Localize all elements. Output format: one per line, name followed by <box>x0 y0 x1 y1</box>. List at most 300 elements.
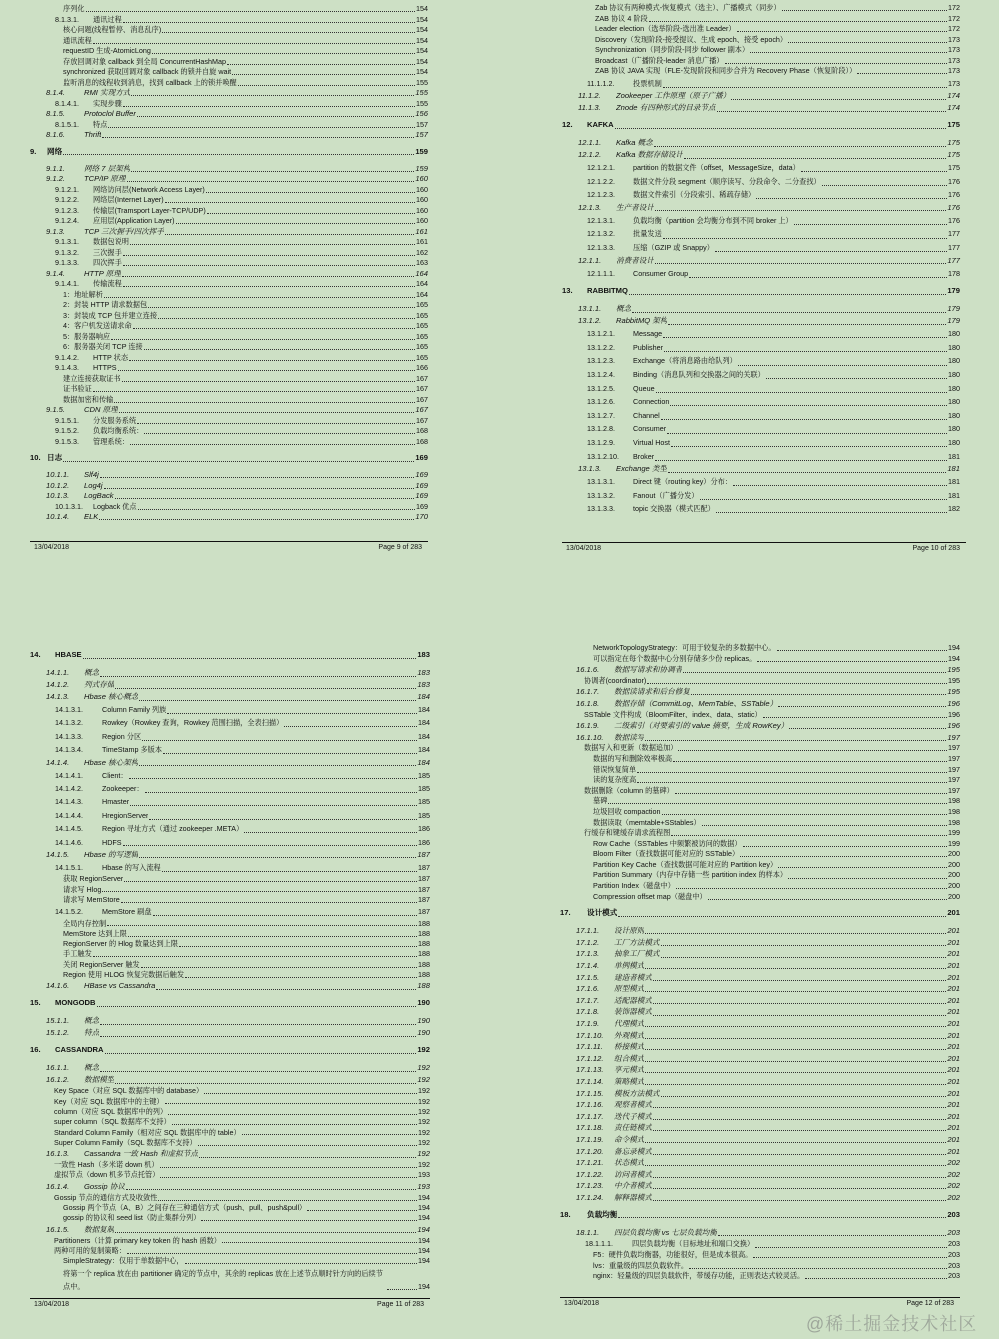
toc-entry[interactable] <box>562 14 960 25</box>
toc-entry[interactable] <box>30 809 430 822</box>
toc-entry[interactable] <box>30 311 428 322</box>
toc-entry-title: 数据加密和传输 <box>63 394 114 404</box>
dot-leader <box>102 137 414 138</box>
toc-entry[interactable] <box>30 649 430 661</box>
toc-entry[interactable] <box>562 502 960 516</box>
toc-entry-number: 17.1.14. <box>576 1076 604 1086</box>
toc-entry-title: 消费者设计 <box>616 255 654 265</box>
toc-entry[interactable] <box>560 1157 960 1169</box>
dot-leader <box>671 446 947 447</box>
toc-entry-number: 9.1.5.2. <box>55 426 79 435</box>
toc-entry-number: 9.1.2.3. <box>55 205 79 215</box>
toc-entry[interactable] <box>30 300 428 311</box>
toc-entry[interactable] <box>30 109 428 120</box>
dot-leader <box>156 989 416 990</box>
toc-entry[interactable] <box>30 1027 430 1039</box>
toc-entry[interactable] <box>30 290 428 301</box>
toc-entry-page-number: 192 <box>418 1127 430 1137</box>
toc-entry[interactable] <box>562 202 960 214</box>
toc-entry[interactable] <box>562 35 960 46</box>
toc-entry-title: Exchange（将消息路由给队列） <box>633 356 737 366</box>
toc-entry[interactable] <box>560 1238 960 1250</box>
toc-entry[interactable] <box>562 395 960 409</box>
toc-entry-page-number: 173 <box>948 78 960 88</box>
toc-entry-page-number: 181 <box>947 464 960 474</box>
toc-entry[interactable] <box>30 885 430 895</box>
toc-entry[interactable] <box>30 1160 430 1170</box>
toc-entry[interactable] <box>30 679 430 691</box>
toc-entry[interactable] <box>560 732 960 744</box>
toc-entry[interactable] <box>30 481 428 492</box>
toc-entry[interactable] <box>30 949 430 959</box>
toc-entry[interactable] <box>562 422 960 436</box>
toc-entry-page-number: 167 <box>415 405 428 414</box>
toc-entry-number: 14.1.3.3. <box>55 731 83 741</box>
dot-leader <box>102 891 417 892</box>
toc-entry-title: 数据读取（memtable+SStables） <box>593 817 701 827</box>
toc-entry[interactable] <box>560 654 960 665</box>
toc-entry[interactable] <box>562 77 960 91</box>
toc-entry[interactable] <box>30 25 428 36</box>
toc-entry[interactable] <box>30 36 428 47</box>
toc-entry-page-number: 181 <box>948 451 960 461</box>
toc-entry[interactable] <box>30 703 430 716</box>
dot-leader <box>165 202 415 203</box>
toc-entry-number: 14.1.6. <box>46 981 70 991</box>
toc-entry[interactable] <box>30 919 430 929</box>
toc-entry-number: 9.1.3. <box>46 226 65 236</box>
toc-entry[interactable] <box>560 1064 960 1076</box>
toc-entry-title: 1：地址解析 <box>63 289 103 299</box>
toc-entry[interactable] <box>30 1203 430 1213</box>
toc-entry[interactable] <box>560 796 960 807</box>
toc-entry-number: 16.1.5. <box>46 1224 70 1234</box>
toc-entry-number: 8.1.4.1. <box>55 98 79 108</box>
toc-entry-number: 16.1.7. <box>576 687 600 697</box>
toc-entry[interactable] <box>560 1041 960 1053</box>
toc-entry[interactable] <box>30 452 428 464</box>
toc-entry[interactable] <box>562 66 960 77</box>
toc-entry-title: Rowkey（Rowkey 查询，Rowkey 范围扫描，全表扫描） <box>102 718 284 728</box>
toc-entry[interactable] <box>30 78 428 89</box>
toc-entry[interactable] <box>560 937 960 949</box>
toc-entry[interactable] <box>30 1267 430 1293</box>
toc-entry[interactable] <box>560 849 960 860</box>
toc-entry[interactable] <box>560 710 960 721</box>
toc-entry-number: 15.1.2. <box>46 1028 70 1038</box>
toc-entry[interactable] <box>562 119 960 131</box>
toc-entry-title: Kafka 数据存储设计 <box>616 150 684 160</box>
toc-entry[interactable] <box>30 960 430 970</box>
toc-entry[interactable] <box>560 960 960 972</box>
toc-entry-page-number: 201 <box>947 1100 960 1110</box>
toc-entry[interactable] <box>560 807 960 818</box>
toc-entry[interactable] <box>562 255 960 267</box>
toc-entry[interactable] <box>560 720 960 732</box>
toc-entry[interactable] <box>562 285 960 297</box>
toc-entry[interactable] <box>30 1128 430 1138</box>
toc-entry[interactable] <box>30 822 430 835</box>
dot-leader <box>653 1200 946 1201</box>
toc-entry[interactable] <box>30 874 430 884</box>
toc-entry[interactable] <box>30 1117 430 1127</box>
toc-entry[interactable] <box>30 502 428 513</box>
toc-entry[interactable] <box>30 757 430 769</box>
dot-leader <box>105 1053 417 1054</box>
toc-entry[interactable] <box>562 161 960 175</box>
toc-entry-page-number: 199 <box>948 838 960 848</box>
toc-entry[interactable] <box>562 303 960 315</box>
dot-leader <box>671 835 947 836</box>
toc-entry-page-number: 176 <box>948 176 960 186</box>
toc-entry-number: 13.1.3.3. <box>587 504 615 514</box>
toc-entry[interactable] <box>30 895 430 905</box>
toc-entry-page-number: 172 <box>948 13 960 23</box>
toc-entry[interactable] <box>30 997 430 1009</box>
toc-entry[interactable] <box>560 1099 960 1111</box>
toc-entry[interactable] <box>30 491 428 502</box>
toc-entry-number: 8.1.6. <box>46 130 65 139</box>
toc-entry-title: 全局内存控制 <box>63 918 107 928</box>
toc-entry[interactable] <box>562 45 960 56</box>
toc-entry[interactable] <box>560 995 960 1007</box>
toc-entry[interactable] <box>30 970 430 980</box>
toc-entry[interactable] <box>30 1015 430 1027</box>
toc-entry[interactable] <box>30 164 428 175</box>
toc-entry[interactable] <box>562 90 960 102</box>
toc-entry[interactable] <box>560 972 960 984</box>
toc-entry[interactable] <box>562 409 960 423</box>
toc-entry[interactable] <box>30 1170 430 1180</box>
toc-entry[interactable] <box>30 120 428 131</box>
toc-entry[interactable] <box>30 667 430 679</box>
toc-entry[interactable] <box>560 775 960 786</box>
toc-entry[interactable] <box>560 1111 960 1123</box>
toc-entry[interactable] <box>30 57 428 68</box>
toc-entry[interactable] <box>30 4 428 15</box>
toc-entry[interactable] <box>560 881 960 892</box>
toc-entry-title: 中介者模式 <box>614 1181 652 1191</box>
toc-entry[interactable] <box>30 405 428 416</box>
dot-leader <box>158 1200 417 1201</box>
toc-entry[interactable] <box>30 691 430 703</box>
toc-entry[interactable] <box>30 174 428 185</box>
toc-entry-page-number: 194 <box>418 1281 430 1291</box>
toc-entry[interactable] <box>30 743 430 756</box>
toc-entry[interactable] <box>562 368 960 382</box>
dot-leader <box>756 198 947 199</box>
dot-leader <box>670 405 947 406</box>
toc-entry-title: 网络层(Internet Layer) <box>93 195 164 204</box>
toc-entry[interactable] <box>560 1250 960 1261</box>
toc-entry-title: CDN 原理 <box>84 405 118 414</box>
toc-entry[interactable] <box>560 948 960 960</box>
toc-entry-title: ZAB 协议 4 阶段 <box>595 13 648 23</box>
toc-entry[interactable] <box>30 395 428 406</box>
toc-entry[interactable] <box>560 1088 960 1100</box>
toc-entry[interactable] <box>562 489 960 503</box>
toc-entry-page-number: 187 <box>418 884 430 894</box>
toc-entry[interactable] <box>30 237 428 248</box>
toc-entry[interactable] <box>30 1148 430 1160</box>
toc-entry[interactable] <box>30 730 430 743</box>
toc-entry-number: 17.1.13. <box>576 1065 604 1075</box>
toc-entry[interactable] <box>560 743 960 754</box>
toc-entry-number: 9.1.1. <box>46 163 65 173</box>
toc-entry[interactable] <box>560 676 960 687</box>
toc-entry[interactable] <box>30 861 430 874</box>
toc-entry[interactable] <box>562 137 960 149</box>
toc-entry[interactable] <box>562 475 960 489</box>
toc-entry[interactable] <box>562 175 960 189</box>
toc-entry-page-number: 194 <box>418 1235 430 1245</box>
toc-entry[interactable] <box>30 216 428 227</box>
toc-entry[interactable] <box>30 795 430 808</box>
dot-leader <box>149 819 417 820</box>
dot-leader <box>115 1083 416 1084</box>
toc-entry[interactable] <box>30 1224 430 1236</box>
toc-entry[interactable] <box>562 450 960 464</box>
toc-entry-page-number: 180 <box>948 342 960 352</box>
toc-entry[interactable] <box>30 46 428 57</box>
toc-entry-title: 访问者模式 <box>614 1169 652 1179</box>
toc-entry-number: 13.1.3. <box>578 464 602 474</box>
toc-entry-page-number: 154 <box>416 56 428 66</box>
toc-entry[interactable] <box>30 1193 430 1203</box>
toc-entry-page-number: 174 <box>947 91 960 101</box>
toc-entry-title: TimeStamp 多版本 <box>102 745 163 755</box>
toc-entry[interactable] <box>30 332 428 343</box>
toc-entry[interactable] <box>30 426 428 437</box>
toc-entry[interactable] <box>30 980 430 992</box>
dot-leader <box>708 899 947 900</box>
toc-entry[interactable] <box>560 643 960 654</box>
toc-entry[interactable] <box>30 1074 430 1086</box>
toc-entry[interactable] <box>30 99 428 110</box>
toc-entry-number: 9.1.3.3. <box>55 258 79 267</box>
toc-entry[interactable] <box>30 1044 430 1056</box>
toc-entry[interactable] <box>30 130 428 141</box>
toc-entry-title: Partition Key Cache（查找数据可能对应的 Partition key） <box>593 859 778 869</box>
toc-entry[interactable] <box>560 1018 960 1030</box>
toc-entry-title: partition 的数据文件（offset，MessageSize，data） <box>633 163 800 173</box>
toc-entry[interactable] <box>30 512 428 523</box>
toc-entry[interactable] <box>30 195 428 206</box>
toc-entry-page-number: 192 <box>418 1096 430 1106</box>
toc-entry[interactable] <box>30 67 428 78</box>
toc-entry[interactable] <box>30 342 428 353</box>
toc-entry[interactable] <box>30 146 428 158</box>
dot-leader <box>656 392 947 393</box>
toc-entry-title: Consumer <box>633 424 667 434</box>
toc-entry[interactable] <box>562 315 960 327</box>
toc-entry[interactable] <box>562 241 960 255</box>
toc-entry[interactable] <box>560 1169 960 1181</box>
dot-leader <box>137 116 414 117</box>
toc-entry-page-number: 176 <box>948 190 960 200</box>
toc-entry-number: 17.1.5. <box>576 972 600 982</box>
toc-entry[interactable] <box>30 929 430 939</box>
toc-entry-page-number: 159 <box>415 163 428 173</box>
toc-entry-number: 10.1.3.1. <box>55 501 83 511</box>
toc-entry[interactable] <box>562 214 960 228</box>
toc-entry[interactable] <box>30 1181 430 1193</box>
dot-leader <box>130 805 417 806</box>
footer-date: 13/04/2018 <box>566 545 602 552</box>
toc-entry[interactable] <box>560 1134 960 1146</box>
toc-entry[interactable] <box>30 384 428 395</box>
toc-entry[interactable] <box>30 1062 430 1074</box>
toc-entry[interactable] <box>560 983 960 995</box>
toc-entry[interactable] <box>30 769 430 782</box>
toc-entry-page-number: 197 <box>948 785 960 795</box>
toc-entry-page-number: 185 <box>418 783 430 793</box>
toc-entry[interactable] <box>560 870 960 881</box>
toc-entry-title: 数据删除（column 的墓碑） <box>584 785 674 795</box>
toc-entry[interactable] <box>560 686 960 698</box>
dot-leader <box>632 312 946 313</box>
toc-entry[interactable] <box>560 839 960 850</box>
toc-entry[interactable] <box>560 1006 960 1018</box>
toc-entry-page-number: 188 <box>418 959 430 969</box>
toc-entry[interactable] <box>560 892 960 903</box>
toc-entry[interactable] <box>562 382 960 396</box>
toc-entry[interactable] <box>560 907 960 919</box>
toc-entry-title: Virtual Host <box>633 438 671 447</box>
toc-entry[interactable] <box>560 1192 960 1204</box>
toc-entry[interactable] <box>30 1213 430 1223</box>
toc-entry[interactable] <box>560 1146 960 1158</box>
toc-entry[interactable] <box>30 939 430 949</box>
toc-entry[interactable] <box>562 24 960 35</box>
toc-entry[interactable] <box>30 782 430 795</box>
toc-entry[interactable] <box>30 353 428 364</box>
toc-entry[interactable] <box>560 1227 960 1239</box>
toc-entry[interactable] <box>560 1209 960 1221</box>
toc-entry-title: nginx：轻量级的四层负载软件，带缓存功能，正则表达式较灵活。 <box>593 1271 805 1281</box>
toc-entry[interactable] <box>560 754 960 765</box>
toc-entry-title: requestID 生成-AtomicLong <box>63 46 151 55</box>
toc-entry[interactable] <box>30 374 428 385</box>
toc-entry[interactable] <box>30 1107 430 1117</box>
toc-entry-page-number: 154 <box>416 35 428 45</box>
toc-entry-title: Partition Summary（内存中存储一些 partition index 的样本） <box>593 870 788 880</box>
toc-entry[interactable] <box>560 1180 960 1192</box>
toc-entry-title: Hmaster <box>102 797 130 807</box>
toc-entry[interactable] <box>30 258 428 269</box>
toc-entry-page-number: 172 <box>948 3 960 12</box>
dot-leader <box>653 1188 946 1189</box>
toc-entry[interactable] <box>560 664 960 676</box>
toc-entry[interactable] <box>30 1097 430 1107</box>
toc-entry[interactable] <box>562 354 960 368</box>
toc-entry-title: topic 交换器（模式匹配） <box>633 504 715 514</box>
toc-entry-title: 6：服务器关闭 TCP 连接 <box>63 342 143 351</box>
toc-entry[interactable] <box>30 1256 430 1266</box>
toc-entry[interactable] <box>30 849 430 861</box>
dot-leader <box>782 10 947 11</box>
toc-entry[interactable] <box>562 463 960 475</box>
toc-entry[interactable] <box>562 56 960 67</box>
toc-entry[interactable] <box>562 436 960 450</box>
dot-leader <box>114 402 415 403</box>
toc-entry[interactable] <box>30 905 430 918</box>
dot-leader <box>661 945 947 946</box>
toc-entry[interactable] <box>560 1030 960 1042</box>
toc-entry-page-number: 194 <box>418 1213 430 1223</box>
dot-leader <box>130 244 415 245</box>
toc-entry[interactable] <box>562 341 960 355</box>
toc-entry-title: 管理系统： <box>93 436 129 446</box>
dot-leader <box>123 255 415 256</box>
toc-entry[interactable] <box>30 1236 430 1246</box>
toc-entry-page-number: 197 <box>948 743 960 753</box>
toc-entry[interactable] <box>30 15 428 26</box>
toc-entry[interactable] <box>562 149 960 161</box>
toc-entry[interactable] <box>30 1138 430 1148</box>
toc-entry[interactable] <box>30 437 428 448</box>
toc-entry[interactable] <box>562 327 960 341</box>
toc-entry-title: Leader election（选举阶段-选出准 Leader） <box>595 24 736 33</box>
toc-entry[interactable] <box>560 765 960 776</box>
toc-entry[interactable] <box>30 321 428 332</box>
toc-entry[interactable] <box>30 836 430 849</box>
toc-entry-title: 垃圾回收 compaction <box>593 806 661 816</box>
toc-entry[interactable] <box>30 248 428 259</box>
toc-entry-page-number: 180 <box>948 397 960 407</box>
toc-entry[interactable] <box>30 206 428 217</box>
toc-entry[interactable] <box>562 267 960 281</box>
toc-entry[interactable] <box>30 279 428 290</box>
toc-entry[interactable] <box>560 698 960 710</box>
toc-entry-page-number: 160 <box>415 174 428 183</box>
toc-entry[interactable] <box>30 269 428 280</box>
toc-entry[interactable] <box>560 828 960 839</box>
toc-entry[interactable] <box>30 470 428 481</box>
toc-entry[interactable] <box>560 1122 960 1134</box>
toc-entry-page-number: 174 <box>947 103 960 113</box>
toc-entry[interactable] <box>562 102 960 114</box>
toc-entry[interactable] <box>562 227 960 241</box>
toc-entry-title: HTTPS <box>93 363 117 372</box>
toc-entry[interactable] <box>30 416 428 427</box>
toc-entry[interactable] <box>560 1271 960 1282</box>
toc-entry[interactable] <box>560 818 960 829</box>
toc-entry[interactable] <box>30 1086 430 1096</box>
toc-entry[interactable] <box>560 925 960 937</box>
toc-entry[interactable] <box>30 227 428 238</box>
dot-leader <box>100 1071 416 1072</box>
toc-entry[interactable] <box>560 1053 960 1065</box>
toc-entry[interactable] <box>30 363 428 374</box>
toc-entry[interactable] <box>560 1261 960 1272</box>
toc-entry[interactable] <box>30 185 428 196</box>
toc-entry-page-number: 202 <box>947 1158 960 1168</box>
toc-entry[interactable] <box>562 3 960 14</box>
toc-entry-title: Exchange 类型 <box>616 464 668 474</box>
toc-entry[interactable] <box>562 188 960 202</box>
toc-entry-title: 通讯流程 <box>63 35 92 45</box>
toc-entry[interactable] <box>560 1076 960 1088</box>
toc-entry[interactable] <box>30 716 430 729</box>
toc-entry-page-number: 157 <box>415 130 428 139</box>
toc-entry-title: NetworkTopologyStrategy：可用于较复杂的多数据中心。 <box>593 643 776 652</box>
toc-entry[interactable] <box>30 1246 430 1256</box>
toc-entry[interactable] <box>560 860 960 871</box>
toc-entry-number: 13.1.2.5. <box>587 383 615 393</box>
toc-entry[interactable] <box>560 786 960 797</box>
toc-entry[interactable] <box>30 88 428 99</box>
